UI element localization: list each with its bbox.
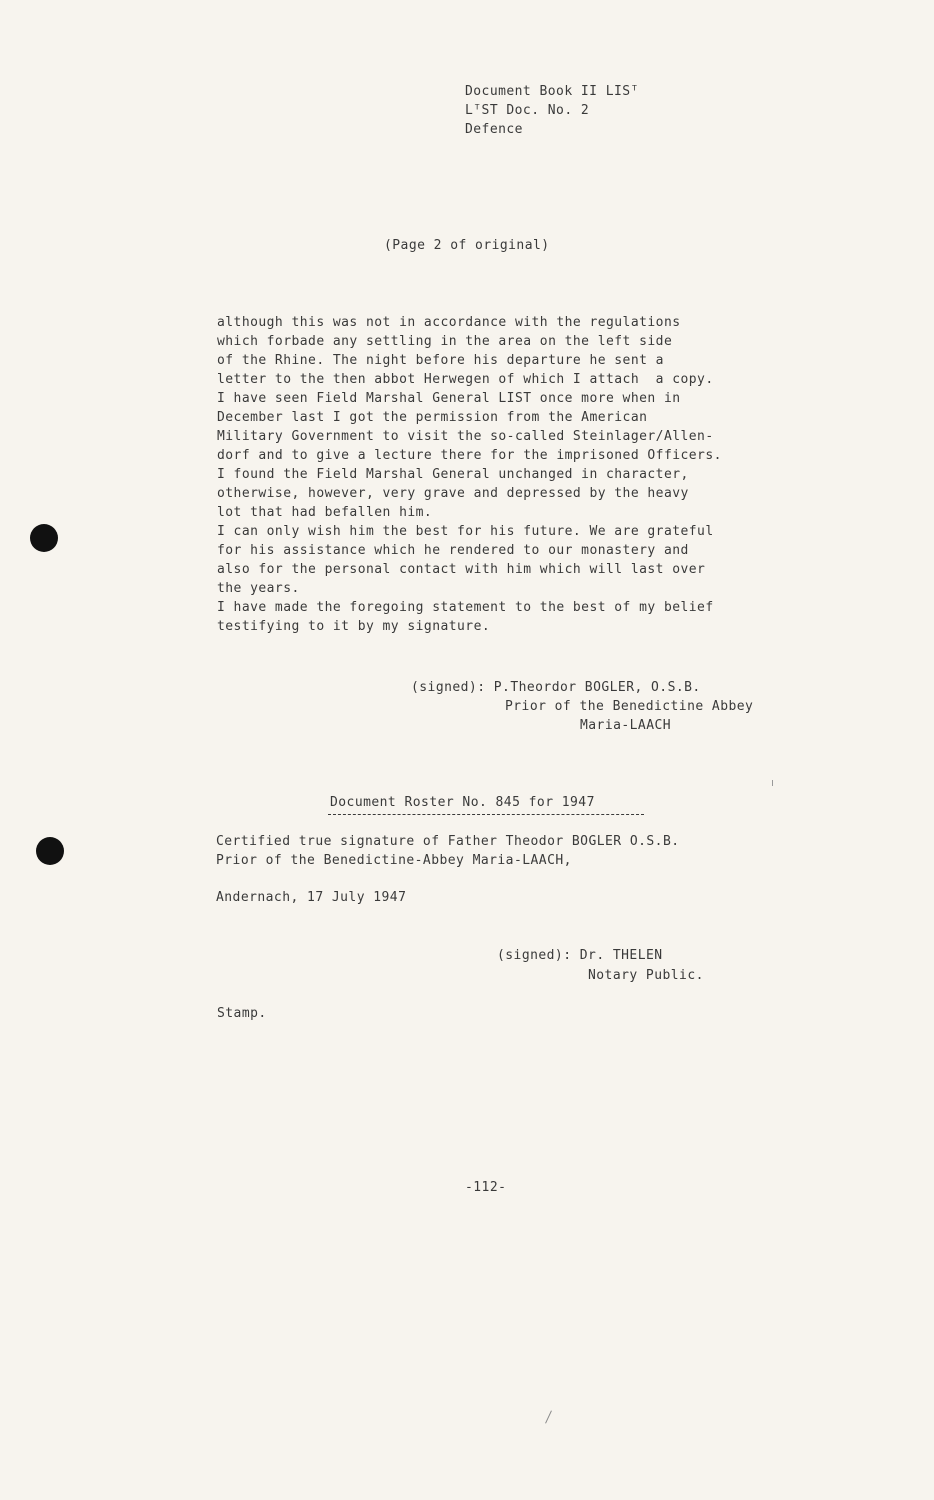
punch-hole-bottom (36, 837, 64, 865)
stamp-note: Stamp. (217, 1006, 267, 1021)
body-line: dorf and to give a lecture there for the imprisoned Officers. (217, 448, 722, 463)
header-book: Document Book II LISᵀ (465, 84, 639, 99)
body-line: I have made the foregoing statement to the best of my belief (217, 600, 714, 615)
stray-mark (772, 780, 773, 786)
body-line: testifying to it by my signature. (217, 619, 491, 634)
document-header (465, 82, 639, 139)
page-number: -112- (465, 1180, 507, 1195)
pencil-mark (545, 1410, 552, 1423)
body-line: for his assistance which he rendered to our monastery and (217, 543, 689, 558)
body-line: I can only wish him the best for his future. We are grateful (217, 524, 714, 539)
body-line: otherwise, however, very grave and depressed by the heavy (217, 486, 689, 501)
body-line: lot that had befallen him. (217, 505, 433, 520)
statement-body (217, 313, 722, 636)
body-line: also for the personal contact with him which will last over (217, 562, 706, 577)
body-line: although this was not in accordance with the regulations (217, 315, 681, 330)
signature-prior-title: Prior of the Benedictine Abbey (505, 699, 754, 714)
body-line: I found the Field Marshal General unchanged in character, (217, 467, 689, 482)
body-line: Military Government to visit the so-called Steinlager/Allen- (217, 429, 714, 444)
roster-underline (328, 814, 644, 815)
body-line: the years. (217, 581, 300, 596)
header-defence: Defence (465, 122, 523, 137)
roster-title: Document Roster No. 845 for 1947 (330, 795, 595, 810)
signature-prior-abbey: Maria-LAACH (580, 718, 672, 733)
body-line: I have seen Field Marshal General LIST once more when in (217, 391, 681, 406)
signature-notary-title: Notary Public. (588, 968, 704, 983)
signature-notary-name: (signed): Dr. THELEN (497, 948, 663, 963)
body-line: which forbade any settling in the area on the left side (217, 334, 673, 349)
signature-prior-name: (signed): P.Theordor BOGLER, O.S.B. (411, 680, 701, 695)
punch-hole-top (30, 524, 58, 552)
body-line: December last I got the permission from the American (217, 410, 648, 425)
body-line: of the Rhine. The night before his departure he sent a (217, 353, 664, 368)
page-reference: (Page 2 of original) (384, 238, 550, 253)
certification-line: Certified true signature of Father Theodor BOGLER O.S.B. (216, 834, 680, 849)
place-date: Andernach, 17 July 1947 (216, 890, 407, 905)
certification-line: Prior of the Benedictine-Abbey Maria-LAACH, (216, 853, 572, 868)
header-doc-number: LᵀST Doc. No. 2 (465, 103, 590, 118)
body-line: letter to the then abbot Herwegen of which I attach a copy. (217, 372, 714, 387)
